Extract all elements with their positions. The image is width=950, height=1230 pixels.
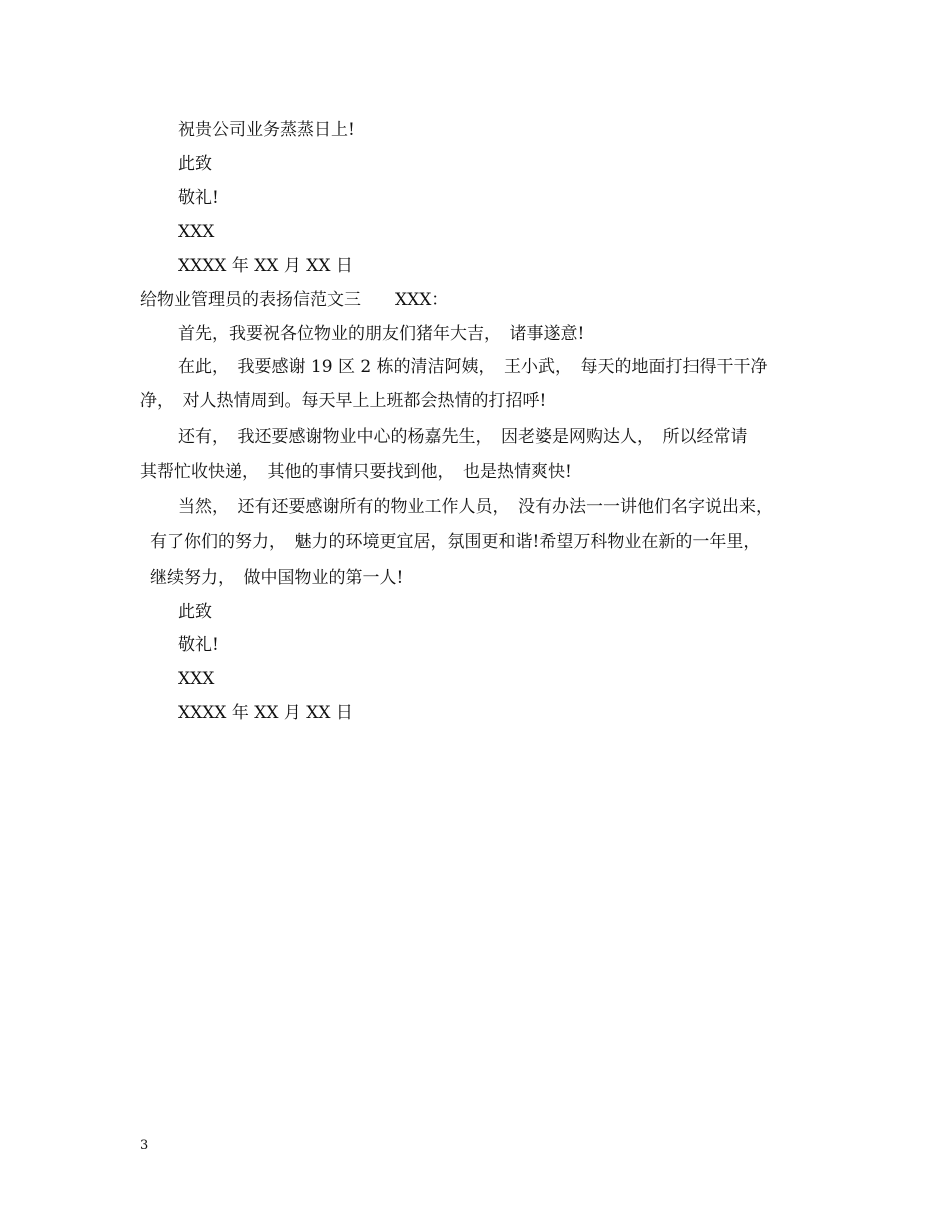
paragraph-line: 其帮忙收快递， 其他的事情只要找到他， 也是热情爽快! <box>140 462 572 482</box>
paragraph-line: 有了你们的努力， 魅力的环境更宜居，氛围更和谐!希望万科物业在新的一年里， <box>150 532 761 552</box>
paragraph-line: 还有， 我还要感谢物业中心的杨嘉先生， 因老婆是网购达人， 所以经常请 <box>178 427 748 447</box>
signature-name: XXX <box>178 222 215 242</box>
signature-name: XXX <box>178 669 215 689</box>
paragraph-line: 在此， 我要感谢 19 区 2 栋的清洁阿姨， 王小武， 每天的地面打扫得干干净 <box>178 357 768 377</box>
signature-date: XXXX 年 XX 月 XX 日 <box>178 256 353 276</box>
page-number: 3 <box>140 1138 149 1153</box>
signature-date: XXXX 年 XX 月 XX 日 <box>178 703 353 723</box>
paragraph-line: 净， 对人热情周到。每天早上上班都会热情的打招呼! <box>140 391 547 411</box>
salutation-jingli: 敬礼! <box>178 635 219 655</box>
salutation-cizhi: 此致 <box>178 602 212 622</box>
paragraph-line: 当然， 还有还要感谢所有的物业工作人员， 没有办法一一讲他们名字说出来， <box>178 497 773 517</box>
paragraph-line: 首先，我要祝各位物业的朋友们猪年大吉， 诸事遂意! <box>178 324 585 344</box>
salutation-jingli: 敬礼! <box>178 188 219 208</box>
paragraph-line: 继续努力， 做中国物业的第一人! <box>150 568 404 588</box>
salutation-cizhi: 此致 <box>178 154 212 174</box>
closing-wish: 祝贵公司业务蒸蒸日上! <box>178 120 355 140</box>
section-heading: 给物业管理员的表扬信范文三 XXX： <box>140 290 449 310</box>
